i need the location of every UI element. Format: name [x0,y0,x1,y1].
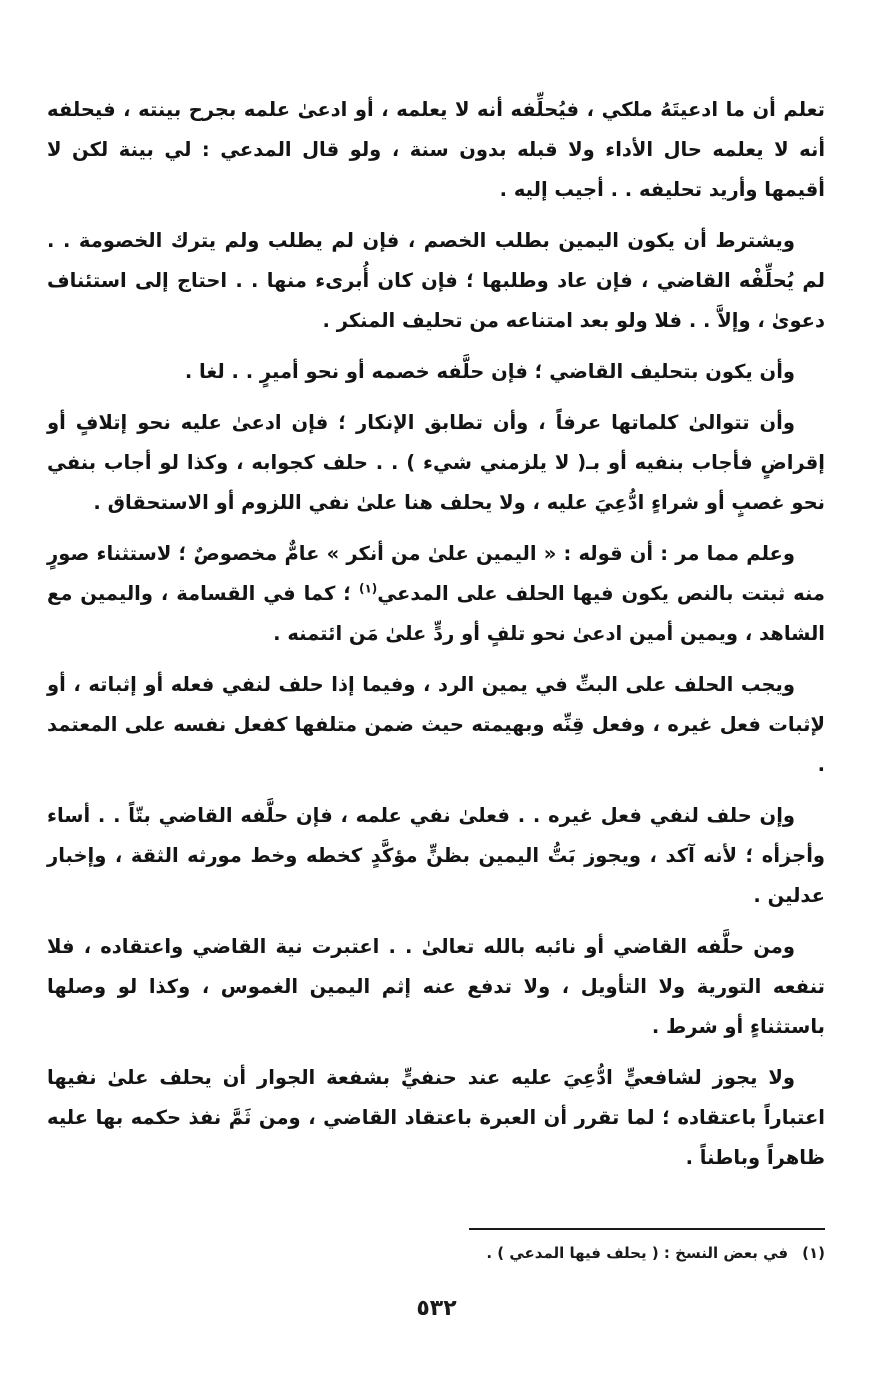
paragraph-text: ؛ كما في القسامة ، واليمين مع الشاهد ، ويمين أمين ادعىٰ نحو تلفٍ أو ردٍّ علىٰ مَن ائتمنه . [47,582,825,645]
paragraph-text: وأن تتوالىٰ كلماتها عرفاً ، وأن تطابق الإنكار ؛ فإن ادعىٰ عليه نحو إتلافٍ أو إقراضٍ فأجاب بنفيه أو بـ( لا يلزمني شيء ) . . حلف كجوابه ، وكذا لو أجاب بنفي نحو غصبٍ أو شراءٍ ادُّعِيَ عليه ، ولا يحلف هنا علىٰ نفي اللزوم أو الاستحقاق . [47,411,825,514]
footnote [47,1240,825,1266]
paragraph-text: ويشترط أن يكون اليمين بطلب الخصم ، فإن لم يطلب ولم يترك الخصومة . . لم يُحلِّفْه القاضي ، فإن عاد وطلبها ؛ فإن كان أُبرىء منها . . احتاج إلى استئناف دعوىٰ ، وإلاَّ . . فلا ولو بعد امتناعه من تحليف المنكر . [47,229,825,332]
paragraph-text: وعلم مما مر : أن قوله : « اليمين علىٰ من أنكر » عامٌّ مخصوصٌ ؛ لاستثناء صورٍ منه ثبتت بالنص يكون فيها الحلف على المدعي [47,542,825,605]
paragraph-5 [47,534,825,654]
paragraph-1 [47,90,825,210]
paragraph-text: ويجب الحلف على البتِّ في يمين الرد ، وفيما إذا حلف لنفي فعله أو إثباته ، أو لإثبات فعل غيره ، وفعل قِنِّه وبهيمته حيث ضمن متلفها كفعل نفسه على المعتمد . [47,673,825,776]
paragraph-7 [47,796,825,916]
paragraph-text: وأن يكون بتحليف القاضي ؛ فإن حلَّفه خصمه أو نحو أميرٍ . . لغا . [184,360,795,383]
footnote-divider [469,1228,825,1230]
page-body [47,90,825,1189]
paragraph-text: تعلم أن ما ادعيتَهُ ملكي ، فيُحلِّفه أنه لا يعلمه ، أو ادعىٰ علمه بجرح بينته ، فيحلفه أنه لا يعلمه حال الأداء ولا قبله بدون سنة ، ولو قال المدعي : لي بينة لكن لا أقيمها وأريد تحليفه . . أجيب إليه . [47,98,825,201]
paragraph-9 [47,1058,825,1178]
paragraph-4 [47,403,825,523]
paragraph-text: وإن حلف لنفي فعل غيره . . فعلىٰ نفي علمه ، فإن حلَّفه القاضي بتّاً . . أساء وأجزأه ؛ لأنه آكد ، ويجوز بَتُّ اليمين بظنٍّ مؤكَّدٍ كخطه وخط مورثه الثقة ، وإخبار عدلين . [47,804,825,907]
paragraph-text: ولا يجوز لشافعيٍّ ادُّعِيَ عليه عند حنفيٍّ بشفعة الجوار أن يحلف علىٰ نفيها اعتباراً باعتقاده ؛ لما تقرر أن العبرة باعتقاد القاضي ، ومن ثَمَّ نفذ حكمه بها عليه ظاهراً وباطناً . [47,1066,825,1169]
footnote-reference[interactable]: (١) [358,581,378,596]
paragraph-8 [47,927,825,1047]
footnote-number: (١) [802,1244,825,1262]
paragraph-text: ومن حلَّفه القاضي أو نائبه بالله تعالىٰ . . اعتبرت نية القاضي واعتقاده ، فلا تنفعه التورية ولا التأويل ، ولا تدفع عنه إثم اليمين الغموس ، وكذا لو وصلها باستثناءٍ أو شرط . [47,935,825,1038]
footnote-text: في بعض النسخ : ( يحلف فيها المدعي ) . [486,1244,789,1262]
paragraph-2 [47,221,825,341]
paragraph-6 [47,665,825,785]
page-number: ٥٣٢ [416,1296,457,1321]
paragraph-3 [47,352,825,392]
